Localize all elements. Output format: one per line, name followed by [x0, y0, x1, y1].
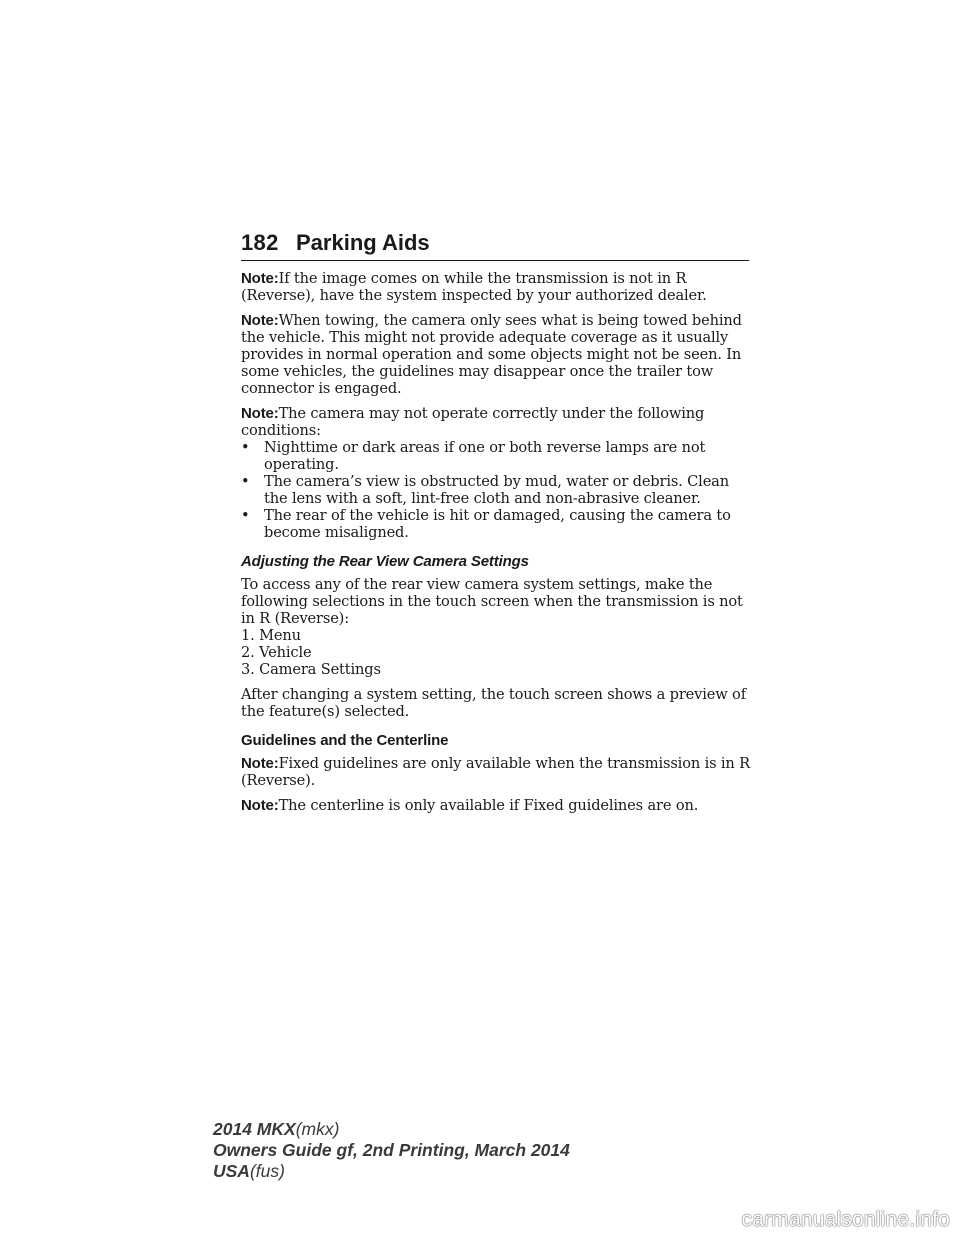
section-title: Parking Aids	[296, 230, 430, 255]
bullet-icon: •	[241, 473, 250, 490]
footer-printing-line: Owners Guide gf, 2nd Printing, March 2014	[213, 1140, 570, 1160]
subheading-guidelines: Guidelines and the Centerline	[241, 732, 449, 749]
note-label: Note:	[241, 270, 279, 287]
note-label: Note:	[241, 755, 279, 772]
note-label: Note:	[241, 405, 279, 422]
list-item-text: The rear of the vehicle is hit or damaged, causing the camera to become misaligned.	[264, 507, 731, 541]
list-item	[241, 507, 751, 541]
step-item: 2. Vehicle	[241, 644, 312, 661]
step-item: 3. Camera Settings	[241, 661, 381, 678]
bullet-icon: •	[241, 439, 250, 456]
note-text: The centerline is only available if Fixed guidelines are on.	[278, 797, 699, 814]
list-item	[241, 439, 751, 473]
subheading-camera-settings: Adjusting the Rear View Camera Settings	[241, 553, 529, 570]
settings-steps	[241, 627, 751, 678]
note-label: Note:	[241, 312, 279, 329]
after-steps-text: After changing a system setting, the touch screen shows a preview of the feature(s) selected.	[241, 686, 746, 720]
note-text: If the image comes on while the transmission is not in R (Reverse), have the system inspected by your authorized dealer.	[241, 270, 707, 304]
footer-market-code: (fus)	[249, 1161, 285, 1181]
footer-model-code: (mkx)	[295, 1119, 340, 1139]
note-paragraph	[241, 797, 751, 814]
page-header	[241, 230, 749, 261]
footer-model: 2014 MKX	[213, 1119, 296, 1139]
list-item	[241, 473, 751, 507]
bullet-icon: •	[241, 507, 250, 524]
footer-model-line	[213, 1119, 570, 1140]
note-paragraph	[241, 270, 751, 304]
list-item-text: The camera’s view is obstructed by mud, water or debris. Clean the lens with a soft, lint-free cloth and non-abrasive cleaner.	[264, 473, 729, 507]
page-footer	[213, 1119, 570, 1182]
watermark-text: carmanualsonline.info	[741, 1208, 950, 1231]
step-item: 1. Menu	[241, 627, 301, 644]
list-item-text: Nighttime or dark areas if one or both reverse lamps are not operating.	[264, 439, 706, 473]
note-label: Note:	[241, 797, 279, 814]
footer-market: USA	[213, 1161, 250, 1181]
page-number: 182	[241, 230, 279, 255]
note-text: Fixed guidelines are only available when the transmission is in R (Reverse).	[241, 755, 751, 789]
conditions-list	[241, 439, 751, 541]
settings-intro: To access any of the rear view camera system settings, make the following selections in the touch screen when the transmission is not in R (Reverse):	[241, 576, 743, 627]
note-paragraph	[241, 405, 751, 439]
footer-market-line	[213, 1161, 570, 1182]
note-paragraph	[241, 755, 751, 789]
page-body	[241, 270, 751, 822]
note-text: When towing, the camera only sees what is being towed behind the vehicle. This might not provide adequate coverage as it usually provides in normal operation and some objects might not be seen. In some vehicles, the guidelines may disappear once the trailer tow connector is engaged.	[241, 312, 742, 397]
note-text: The camera may not operate correctly under the following conditions:	[241, 405, 705, 439]
note-paragraph	[241, 312, 751, 397]
